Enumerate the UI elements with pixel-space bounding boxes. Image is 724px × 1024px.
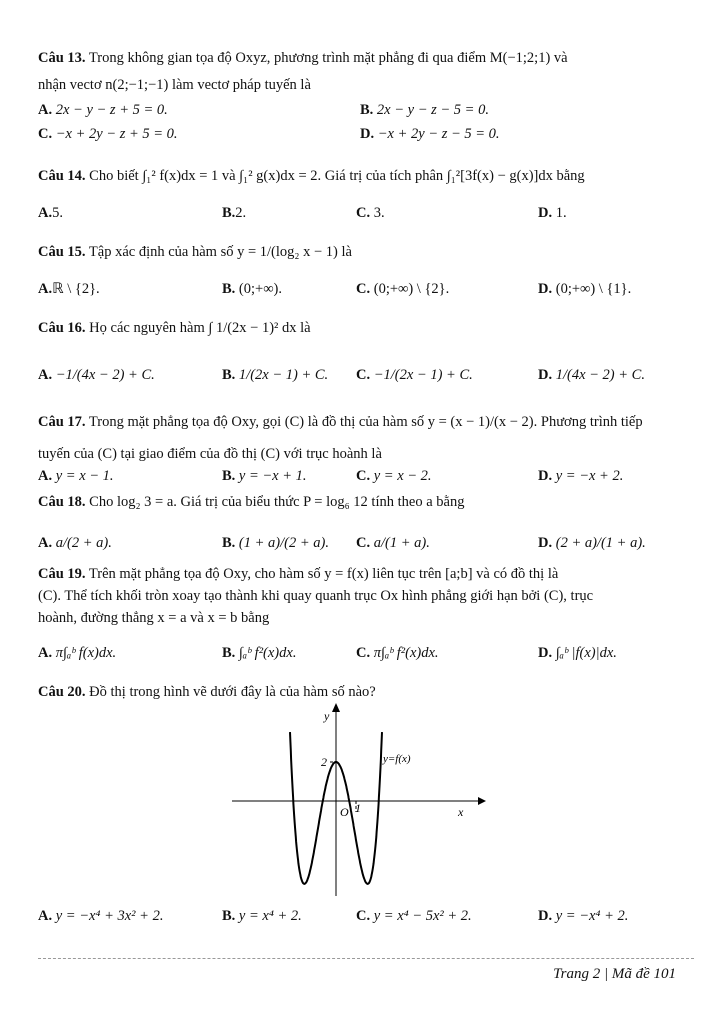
q20-option-c-text: y = x⁴ − 5x² + 2.	[373, 908, 472, 924]
q16-stem	[38, 320, 694, 337]
q20-option-c-label: C.	[356, 908, 371, 924]
q19-text3: hoành, đường thẳng x = a và x = b bằng	[38, 610, 270, 626]
q16-option-b-label: B.	[222, 367, 236, 383]
q18-stem	[38, 494, 694, 511]
q20-stem	[38, 684, 694, 701]
q14-option-a[interactable]	[38, 205, 63, 222]
q19-stem-line2	[38, 588, 694, 605]
q19-option-c-text: π∫ₐᵇ f²(x)dx.	[373, 645, 439, 661]
q20-option-d-label: D.	[538, 908, 553, 924]
footer-divider	[38, 958, 694, 959]
q15-option-d-label: D.	[538, 281, 553, 297]
q18-option-a-label: A.	[38, 535, 53, 551]
q18-option-a[interactable]	[38, 535, 112, 552]
q13-stem-line2	[38, 77, 694, 94]
q15-option-a-text: ℝ \ {2}.	[52, 281, 100, 297]
q13-option-a-label: A.	[38, 102, 53, 118]
q18-option-d-text: (2 + a)/(1 + a).	[555, 535, 646, 551]
q17-option-c[interactable]	[356, 468, 432, 485]
q15-text: Tập xác định của hàm số y = 1/(log₂ x − 1) là	[88, 244, 352, 260]
q14-stem	[38, 168, 694, 185]
q16-number: Câu 16.	[38, 320, 86, 336]
q13-option-c[interactable]	[38, 126, 178, 143]
q16-option-c[interactable]	[356, 367, 473, 384]
q19-option-d[interactable]	[538, 645, 617, 662]
q19-stem-line1	[38, 566, 694, 583]
origin-label: O	[340, 805, 349, 819]
q17-option-b-text: y = −x + 1.	[238, 468, 307, 484]
q15-option-d[interactable]	[538, 281, 631, 298]
q17-text1: Trong mặt phẳng tọa độ Oxy, gọi (C) là đồ thị của hàm số y = (x − 1)/(x − 2). Phương trình tiếp	[88, 414, 643, 430]
q16-option-d[interactable]	[538, 367, 645, 384]
q20-option-d-text: y = −x⁴ + 2.	[555, 908, 629, 924]
q14-option-c-label: C.	[356, 205, 371, 221]
q15-option-a-label: A.	[38, 281, 53, 297]
q17-option-a-label: A.	[38, 468, 53, 484]
q15-option-b-text: (0;+∞).	[238, 281, 282, 297]
q19-option-d-label: D.	[538, 645, 553, 661]
q19-option-b-text: ∫ₐᵇ f²(x)dx.	[238, 645, 297, 661]
q17-option-c-text: y = x − 2.	[373, 468, 432, 484]
q18-text: Cho log₂ 3 = a. Giá trị của biểu thức P = log₆ 12 tính theo a bằng	[89, 494, 465, 510]
q17-option-a[interactable]	[38, 468, 114, 485]
q13-text2: nhận vectơ n(2;−1;−1) làm vectơ pháp tuyến là	[38, 77, 311, 93]
q16-option-d-text: 1/(4x − 2) + C.	[555, 367, 645, 383]
q19-option-c-label: C.	[356, 645, 371, 661]
q18-option-b-label: B.	[222, 535, 236, 551]
q15-option-c-label: C.	[356, 281, 371, 297]
q20-option-c[interactable]	[356, 908, 472, 925]
q15-option-a[interactable]	[38, 281, 100, 298]
y-axis-arrow	[332, 703, 340, 712]
q14-option-c[interactable]	[356, 205, 385, 222]
q13-text1: Trong không gian tọa độ Oxyz, phương trình mặt phẳng đi qua điểm M(−1;2;1) và	[88, 50, 568, 66]
q16-option-b-text: 1/(2x − 1) + C.	[238, 367, 329, 383]
q20-option-a[interactable]	[38, 908, 163, 925]
q16-option-a[interactable]	[38, 367, 155, 384]
q18-option-d[interactable]	[538, 535, 646, 552]
q15-option-d-text: (0;+∞) \ {1}.	[555, 281, 632, 297]
q13-option-d-label: D.	[360, 126, 375, 142]
q16-option-a-text: −1/(4x − 2) + C.	[55, 367, 155, 383]
q16-option-a-label: A.	[38, 367, 53, 383]
q19-option-b[interactable]	[222, 645, 296, 662]
q14-option-d-label: D.	[538, 205, 553, 221]
q13-option-d[interactable]	[360, 126, 500, 143]
q16-option-d-label: D.	[538, 367, 553, 383]
q14-option-b-text: 2.	[235, 205, 247, 221]
q16-option-c-label: C.	[356, 367, 371, 383]
q20-option-b[interactable]	[222, 908, 302, 925]
q17-option-b[interactable]	[222, 468, 307, 485]
q18-option-a-text: a/(2 + a).	[55, 535, 112, 551]
q17-option-d-label: D.	[538, 468, 553, 484]
q20-option-a-label: A.	[38, 908, 53, 924]
q17-stem-line1	[38, 414, 694, 431]
q15-option-c[interactable]	[356, 281, 449, 298]
q20-option-a-text: y = −x⁴ + 3x² + 2.	[55, 908, 164, 924]
q15-number: Câu 15.	[38, 244, 86, 260]
q20-graph	[0, 700, 724, 900]
q13-option-c-label: C.	[38, 126, 53, 142]
q18-option-c[interactable]	[356, 535, 430, 552]
q14-text: Cho biết ∫₁² f(x)dx = 1 và ∫₁² g(x)dx = 2. Giá trị của tích phân ∫₁²[3f(x) − g(x)]dx bằng	[89, 168, 585, 184]
q19-text2: (C). Thể tích khối tròn xoay tạo thành khi quay quanh trục Ox hình phẳng giới hạn bởi (C), trục	[38, 588, 594, 604]
q13-option-b-label: B.	[360, 102, 374, 118]
q13-number: Câu 13.	[38, 50, 86, 66]
q18-number: Câu 18.	[38, 494, 86, 510]
q13-option-b[interactable]	[360, 102, 489, 119]
q14-option-c-text: 3.	[373, 205, 385, 221]
q20-number: Câu 20.	[38, 684, 86, 700]
q19-number: Câu 19.	[38, 566, 86, 582]
q13-option-a-text: 2x − y − z + 5 = 0.	[55, 102, 168, 118]
q19-option-d-text: ∫ₐᵇ |f(x)|dx.	[555, 645, 617, 661]
q18-option-b-text: (1 + a)/(2 + a).	[238, 535, 329, 551]
y-axis-label: y	[324, 709, 330, 723]
q15-stem	[38, 244, 694, 261]
q17-option-d-text: y = −x + 2.	[555, 468, 624, 484]
q18-option-d-label: D.	[538, 535, 553, 551]
q18-option-c-text: a/(1 + a).	[373, 535, 430, 551]
q14-option-b[interactable]	[222, 205, 246, 222]
q16-option-b[interactable]	[222, 367, 328, 384]
q19-option-c[interactable]	[356, 645, 439, 662]
q17-text2: tuyến của (C) tại giao điểm của đồ thị (C) với trục hoành là	[38, 446, 382, 462]
q19-stem-line3	[38, 610, 694, 627]
q17-option-d[interactable]	[538, 468, 623, 485]
page-number: Trang 2 | Mã đề 101	[553, 966, 676, 982]
q19-option-a[interactable]	[38, 645, 116, 662]
q14-option-d[interactable]	[538, 205, 567, 222]
q19-text1: Trên mặt phẳng tọa độ Oxy, cho hàm số y = f(x) liên tục trên [a;b] và có đồ thị là	[88, 566, 559, 582]
q17-option-c-label: C.	[356, 468, 371, 484]
q18-option-c-label: C.	[356, 535, 371, 551]
x-tick-label: 1	[355, 801, 361, 815]
q14-number: Câu 14.	[38, 168, 86, 184]
q14-option-b-label: B.	[222, 205, 236, 221]
curve-label: y=f(x)	[383, 753, 411, 765]
q20-option-b-text: y = x⁴ + 2.	[238, 908, 302, 924]
q17-option-b-label: B.	[222, 468, 236, 484]
q13-option-c-text: −x + 2y − z + 5 = 0.	[55, 126, 178, 142]
q14-option-a-text: 5.	[52, 205, 63, 221]
q15-option-b-label: B.	[222, 281, 236, 297]
q14-option-d-text: 1.	[555, 205, 567, 221]
q13-stem-line1	[38, 50, 694, 67]
q18-option-b[interactable]	[222, 535, 329, 552]
q20-text: Đồ thị trong hình vẽ dưới đây là của hàm số nào?	[89, 684, 376, 700]
q17-option-a-text: y = x − 1.	[55, 468, 114, 484]
q19-option-b-label: B.	[222, 645, 236, 661]
q15-option-b[interactable]	[222, 281, 282, 298]
x-axis-arrow	[478, 797, 486, 805]
q17-stem-line2	[38, 446, 694, 463]
y-tick-label: 2	[321, 755, 327, 769]
q13-option-d-text: −x + 2y − z − 5 = 0.	[377, 126, 500, 142]
q19-option-a-label: A.	[38, 645, 53, 661]
q20-option-d[interactable]	[538, 908, 628, 925]
q19-option-a-text: π∫ₐᵇ f(x)dx.	[55, 645, 117, 661]
q20-option-b-label: B.	[222, 908, 236, 924]
q13-option-b-text: 2x − y − z − 5 = 0.	[376, 102, 489, 118]
q16-option-c-text: −1/(2x − 1) + C.	[373, 367, 473, 383]
q14-option-a-label: A.	[38, 205, 53, 221]
q13-option-a[interactable]	[38, 102, 168, 119]
q17-number: Câu 17.	[38, 414, 86, 430]
q15-option-c-text: (0;+∞) \ {2}.	[373, 281, 450, 297]
q16-text: Họ các nguyên hàm ∫ 1/(2x − 1)² dx là	[89, 320, 311, 336]
x-axis-label: x	[458, 805, 464, 819]
